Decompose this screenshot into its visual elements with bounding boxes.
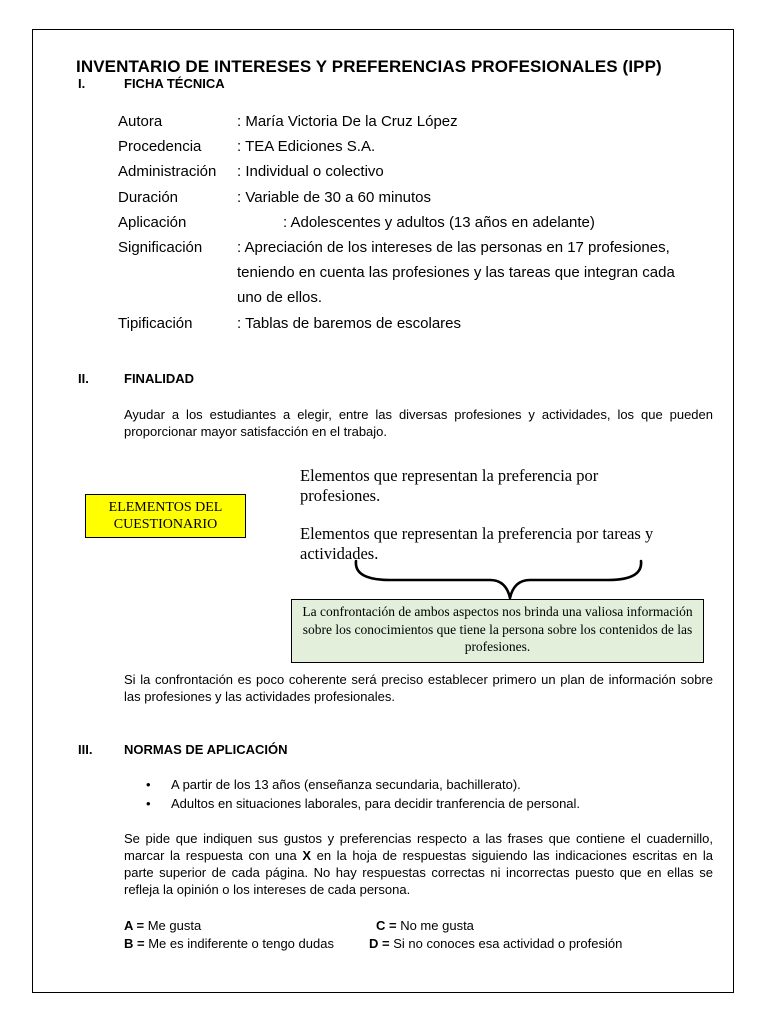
legend-a <box>124 918 201 933</box>
element-tareas: Elementos que representan la preferencia por tareas y actividades. <box>300 524 654 563</box>
legend-text: Me es indiferente o tengo dudas <box>144 936 334 951</box>
ficha-label: Autora <box>118 113 163 130</box>
ficha-label: Duración <box>118 188 179 206</box>
list-item <box>146 794 580 813</box>
ficha-value: : Variable de 30 a 60 minutos <box>237 188 432 206</box>
elementos-cuestionario-box: ELEMENTOS DEL CUESTIONARIO <box>85 494 246 538</box>
instrucciones-text: Se pide que indiquen sus gustos y preferencias respecto a las frases que contiene el cuadernillo, marcar la respuesta con una <box>124 831 713 863</box>
section-1-number: I. <box>78 76 86 91</box>
ficha-value: : Tablas de baremos de escolares <box>237 314 462 332</box>
ficha-value: : TEA Ediciones S.A. <box>237 138 376 156</box>
instrucciones-paragraph <box>124 830 713 898</box>
ficha-label: Significación <box>118 238 203 256</box>
legend-key: D = <box>369 936 390 951</box>
ficha-value-continuation: uno de ellos. <box>237 289 323 307</box>
brace-connector-icon <box>350 558 648 602</box>
ficha-label: Administración <box>118 163 217 181</box>
mark-x: X <box>302 848 311 863</box>
section-3-number: III. <box>78 742 93 757</box>
list-item <box>146 775 580 794</box>
legend-c <box>376 918 474 933</box>
legend-d <box>369 936 622 951</box>
bullet-icon: • <box>146 796 151 811</box>
element-profesiones: Elementos que representan la preferencia por profesiones. <box>300 466 599 505</box>
legend-text: Me gusta <box>144 918 202 933</box>
legend-key: A = <box>124 918 145 933</box>
legend-text: Si no conoces esa actividad o profesión <box>389 936 623 951</box>
instrucciones-text: en la hoja de respuestas siguiendo las indicaciones escritas en la parte superior de cada página. No hay respuestas correctas ni incorrectas puesto que en ellas se refleja la opinión o los intereses de cada persona. <box>124 848 713 897</box>
section-2-number: II. <box>78 371 89 386</box>
ficha-value: : María Victoria De la Cruz López <box>237 113 458 130</box>
legend-key: B = <box>124 936 145 951</box>
legend-key: C = <box>376 918 397 933</box>
ficha-label: Procedencia <box>118 138 202 156</box>
confrontacion-paragraph: Si la confrontación es poco coherente será preciso establecer primero un plan de información sobre las profesiones y las actividades profesionales. <box>124 672 713 704</box>
normas-bullet-list <box>146 775 580 813</box>
ficha-value: : Individual o colectivo <box>237 163 384 181</box>
bullet-icon: • <box>146 777 151 792</box>
legend-b <box>124 936 334 951</box>
ficha-value-continuation: teniendo en cuenta las profesiones y las tareas que integran cada <box>237 264 675 282</box>
finalidad-paragraph: Ayudar a los estudiantes a elegir, entre las diversas profesiones y actividades, los que pueden proporcionar mayor satisfacción en el trabajo. <box>124 407 713 439</box>
section-2-title: FINALIDAD <box>124 371 195 386</box>
ficha-label: Tipificación <box>118 314 193 332</box>
document-title: INVENTARIO DE INTERESES Y PREFERENCIAS PROFESIONALES (IPP) <box>76 57 662 76</box>
bullet-text: Adultos en situaciones laborales, para decidir tranferencia de personal. <box>171 796 581 811</box>
confrontacion-result-box: La confrontación de ambos aspectos nos brinda una valiosa información sobre los conocimientos que tiene la persona sobre los contenidos de las profesiones. <box>291 599 704 663</box>
section-1-title: FICHA TÉCNICA <box>124 76 225 91</box>
ficha-label: Aplicación <box>118 213 187 231</box>
ficha-value: : Apreciación de los intereses de las personas en 17 profesiones, <box>237 238 670 256</box>
section-3-title: NORMAS DE APLICACIÓN <box>124 742 288 757</box>
legend-text: No me gusta <box>396 918 474 933</box>
bullet-text: A partir de los 13 años (enseñanza secundaria, bachillerato). <box>171 777 521 792</box>
ficha-value: : Adolescentes y adultos (13 años en adelante) <box>283 213 595 231</box>
